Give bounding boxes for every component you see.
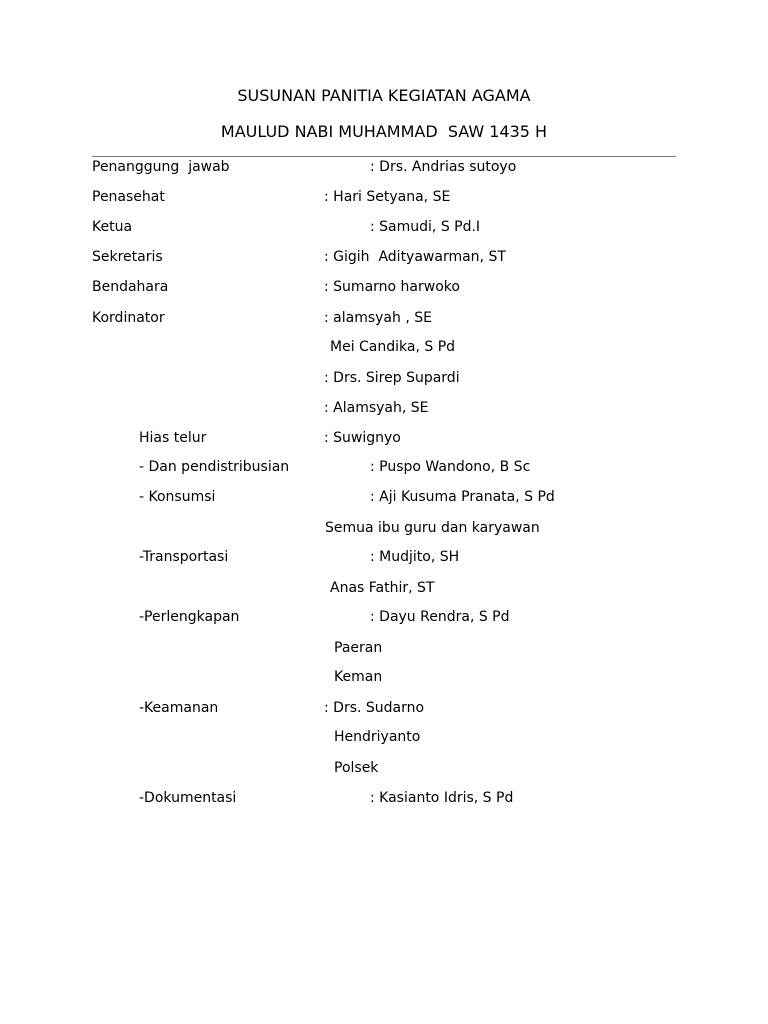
- role-label: Penanggung jawab: [92, 159, 230, 175]
- list-item: [0, 788, 768, 812]
- member-name: : Kasianto Idris, S Pd: [370, 790, 514, 806]
- member-name: : Drs. Sudarno: [324, 700, 425, 716]
- member-name: : Drs. Sirep Supardi: [324, 370, 460, 386]
- list-item: [0, 337, 768, 361]
- role-label: Bendahara: [92, 279, 169, 295]
- list-item: [0, 368, 768, 392]
- role-label: -Keamanan: [139, 700, 219, 716]
- member-name: : Alamsyah, SE: [324, 400, 429, 416]
- member-name: Semua ibu guru dan karyawan: [325, 520, 540, 536]
- member-name: Mei Candika, S Pd: [330, 339, 456, 355]
- document-title: SUSUNAN PANITIA KEGIATAN AGAMA: [237, 86, 531, 105]
- member-name: Keman: [334, 669, 383, 685]
- member-name: : Sumarno harwoko: [324, 279, 460, 295]
- role-label: - Konsumsi: [139, 489, 216, 505]
- list-item: [0, 607, 768, 631]
- member-name: : Hari Setyana, SE: [324, 189, 451, 205]
- list-item: [0, 487, 768, 511]
- member-name: Hendriyanto: [334, 729, 421, 745]
- role-label: Kordinator: [92, 310, 165, 326]
- list-item: [0, 247, 768, 271]
- list-item: [0, 698, 768, 722]
- member-name: : alamsyah , SE: [324, 310, 432, 326]
- document-subtitle: MAULUD NABI MUHAMMAD SAW 1435 H: [220, 122, 548, 141]
- list-item: [0, 518, 768, 542]
- list-item: [0, 667, 768, 691]
- role-label: -Transportasi: [139, 549, 229, 565]
- role-label: Ketua: [92, 219, 133, 235]
- list-item: [0, 578, 768, 602]
- list-item: [0, 457, 768, 481]
- member-name: : Drs. Andrias sutoyo: [370, 159, 517, 175]
- member-name: : Samudi, S Pd.I: [370, 219, 481, 235]
- role-label: Sekretaris: [92, 249, 163, 265]
- role-label: -Perlengkapan: [139, 609, 240, 625]
- member-name: : Puspo Wandono, B Sc: [370, 459, 531, 475]
- member-name: Anas Fathir, ST: [330, 580, 435, 596]
- member-name: : Dayu Rendra, S Pd: [370, 609, 510, 625]
- list-item: [0, 638, 768, 662]
- list-item: [0, 277, 768, 301]
- member-name: : Mudjito, SH: [370, 549, 460, 565]
- member-name: Paeran: [334, 640, 383, 656]
- member-name: Polsek: [334, 760, 379, 776]
- list-item: [0, 157, 768, 181]
- list-item: [0, 217, 768, 241]
- list-item: [0, 428, 768, 452]
- role-label: -Dokumentasi: [139, 790, 237, 806]
- list-item: [0, 187, 768, 211]
- list-item: [0, 727, 768, 751]
- role-label: Penasehat: [92, 189, 165, 205]
- role-label: - Dan pendistribusian: [139, 459, 290, 475]
- role-label: Hias telur: [139, 430, 207, 446]
- list-item: [0, 547, 768, 571]
- list-item: [0, 758, 768, 782]
- list-item: [0, 398, 768, 422]
- list-item: [0, 308, 768, 332]
- member-name: : Aji Kusuma Pranata, S Pd: [370, 489, 555, 505]
- member-name: : Suwignyo: [324, 430, 401, 446]
- member-name: : Gigih Adityawarman, ST: [324, 249, 506, 265]
